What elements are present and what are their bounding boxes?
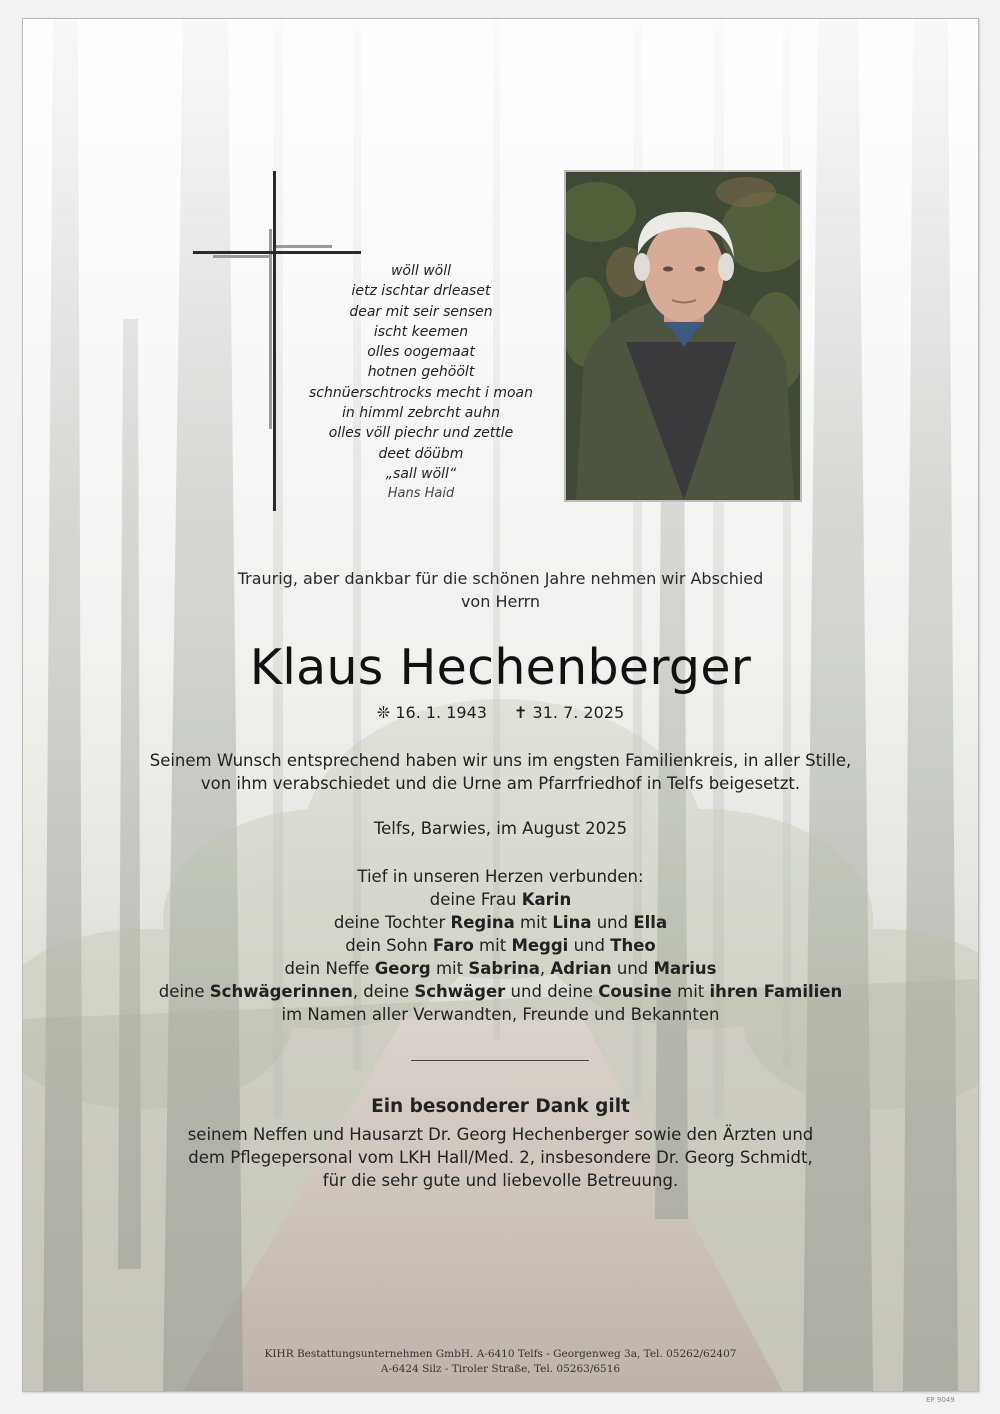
intro-text [23, 567, 978, 613]
template-code: EP 9049 [926, 1396, 955, 1404]
family-line: deine Frau Karin [429, 890, 572, 909]
family-line: im Namen aller Verwandten, Freunde und Bekannten [281, 1005, 720, 1024]
poem-line: deet döübm [378, 445, 464, 462]
thanks-title: Ein besonderer Dank gilt [371, 1096, 630, 1117]
birth-date: 16. 1. 1943 [395, 703, 487, 722]
death-date: 31. 7. 2025 [532, 703, 625, 722]
family-list [23, 865, 978, 1026]
intro-line: von Herrn [460, 592, 541, 611]
thanks-line: für die sehr gute und liebevolle Betreuung. [322, 1171, 679, 1190]
divider [411, 1060, 589, 1061]
thanks-line: dem Pflegepersonal vom LKH Hall/Med. 2, insbesondere Dr. Georg Schmidt, [188, 1148, 813, 1167]
poem-line: wöll wöll [390, 263, 452, 279]
obituary-page [22, 18, 979, 1392]
footer-line: A-6424 Silz - Tiroler Straße, Tel. 05263/6516 [380, 1363, 621, 1375]
wish-text [23, 749, 978, 795]
poem-line: ietz ischtar drleaset [351, 283, 491, 300]
wish-line: Seinem Wunsch entsprechend haben wir uns im engsten Familienkreis, in aller Stille, [149, 751, 852, 770]
family-line: deine Tochter Regina mit Lina und Ella [333, 913, 668, 932]
intro-line: Traurig, aber dankbar für die schönen Jahre nehmen wir Abschied [237, 569, 764, 588]
family-line: dein Sohn Faro mit Meggi und Theo [345, 936, 656, 955]
family-line: deine Schwägerinnen, deine Schwäger und deine Cousine mit ihren Familien [158, 982, 843, 1001]
poem-line: olles völl piechr und zettle [328, 425, 514, 442]
poem [273, 261, 569, 505]
place-date: Telfs, Barwies, im August 2025 [373, 819, 628, 838]
poem-line: „sall wöll“ [385, 465, 457, 482]
poem-line: olles oogemaat [367, 344, 475, 361]
poem-author: Hans Haid [387, 486, 455, 502]
family-heading: Tief in unseren Herzen verbunden: [357, 867, 644, 886]
family-line: dein Neffe Georg mit Sabrina, Adrian und Marius [284, 959, 717, 978]
poem-line: hotnen gehöölt [367, 364, 475, 381]
poem-line: schnüerschtrocks mecht i moan [309, 384, 533, 401]
poem-line: dear mit seir sensen [349, 303, 493, 320]
poem-line: ischt keemen [373, 323, 469, 340]
footer-line: KIHR Bestattungsunternehmen GmbH. A-6410 Telfs - Georgenweg 3a, Tel. 05262/62407 [264, 1348, 737, 1360]
deceased-name: Klaus Hechenberger [249, 639, 752, 696]
death-cross-icon: ✝ [514, 703, 528, 722]
life-dates [23, 703, 978, 722]
birth-star-icon: ❊ [376, 703, 391, 722]
wish-line: von ihm verabschiedet und die Urne am Pfarrfriedhof in Telfs beigesetzt. [200, 774, 801, 793]
thanks-line: seinem Neffen und Hausarzt Dr. Georg Hechenberger sowie den Ärzten und [187, 1125, 814, 1144]
poem-line: in himml zebrcht auhn [342, 405, 500, 422]
thanks-text [23, 1123, 978, 1192]
portrait-photo [564, 170, 802, 502]
